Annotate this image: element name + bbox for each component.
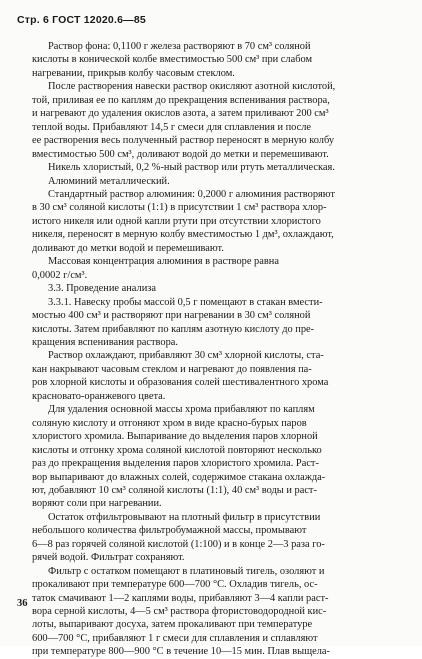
- text-line: кислоты и отгонку хрома соляной кислотой повторяют несколько: [32, 444, 322, 456]
- text-line: ее растворения весь полученный раствор переносят в мерную колбу: [32, 135, 335, 147]
- text-line: никеля, переносят в мерную колбу вместимостью 1 дм³, охлаждают,: [32, 229, 334, 241]
- text-line: кращения вспенивания раствора.: [32, 336, 178, 348]
- text-line: хлористого хромила. Выпаривание до выделения паров хлорной: [32, 431, 318, 443]
- text-line: теплой воды. Прибавляют 14,5 г смеси для сплавления и после: [32, 121, 312, 133]
- text-line: мостью 400 см³ и растворяют при нагревании в 30 см³ соляной: [32, 310, 311, 322]
- text-line: воряют соли при нагревании.: [32, 498, 162, 510]
- text-line: таток смачивают 1—2 каплями воды, прибавляют 3—4 капли раст-: [32, 592, 329, 604]
- page-header: Стр. 6 ГОСТ 12020.6—85: [17, 14, 146, 26]
- text-line: в 30 см³ соляной кислоты (1:1) в присутствии 1 см³ раствора хлор-: [32, 202, 327, 214]
- text-line: ют, добавляют 10 см³ соляной кислоты (1:1), 40 см³ воды и раст-: [32, 484, 317, 496]
- text-line: Раствор фона: 0,1100 г железа растворяют в 70 см³ соляной: [48, 41, 311, 52]
- text-line: истого никеля или одной капли ртути при отсутствии хлористого: [32, 215, 321, 227]
- text-line: кан накрывают часовым стеклом и нагревают до появления па-: [32, 363, 312, 375]
- text-line: Для удаления основной массы хрома прибавляют по каплям: [48, 404, 315, 416]
- text-line: и нагревают до удаления окислов азота, а затем приливают 200 см³: [32, 108, 329, 120]
- text-line: Никель хлористый, 0,2 %-ный раствор или ртуть металлическая.: [48, 162, 335, 174]
- text-line: красновато-оранжевого цвета.: [32, 390, 166, 402]
- text-line: той, приливая ее по каплям до прекращения вспенивания раствора,: [32, 94, 330, 106]
- text-line: Массовая концентрация алюминия в растворе равна: [48, 256, 279, 268]
- text-line: 3.3. Проведение анализа: [48, 283, 156, 295]
- text-line: рячей водой. Фильтрат сохраняют.: [32, 552, 185, 564]
- text-line: прокаливают при температуре 600—700 °С. Охладив тигель, ос-: [32, 579, 318, 591]
- text-line: вор выпаривают до влажных солей, содержимое стакана охлажда-: [32, 471, 326, 483]
- text-line: кислоты. Затем прибавляют по каплям азотную кислоту до пре-: [32, 323, 315, 335]
- text-line: кислоты в конической колбе вместимостью 500 см³ при слабом: [32, 54, 313, 66]
- text-line: Алюминий металлический.: [48, 175, 170, 187]
- text-line: раз до прекращения выделения паров хлористого хромила. Раст-: [32, 458, 319, 470]
- text-line: 0,0002 г/см³.: [32, 269, 88, 281]
- text-line: Остаток отфильтровывают на плотный фильтр в присутствии: [48, 511, 321, 523]
- text-line: 600—700 °С, прибавляют 1 г смеси для сплавления и сплавляют: [32, 632, 318, 644]
- text-line: Стандартный раствор алюминия: 0,2000 г алюминия растворяют: [48, 188, 335, 200]
- text-line: нагревании, прикрыв колбу часовым стеклом.: [32, 67, 235, 79]
- text-line: Фильтр с остатком помещают в платиновый тигель, озоляют и: [48, 565, 325, 577]
- body-text: [32, 40, 400, 659]
- text-line: 6—8 раз горячей соляной кислотой (1:100) и в конце 2—3 раза го-: [32, 538, 325, 550]
- page-number: 36: [17, 598, 28, 609]
- text-line: при температуре 800—900 °С в течение 10—15 мин. Плав выщела-: [32, 646, 330, 658]
- text-line: доливают до метки водой и перемешивают.: [32, 242, 224, 254]
- text-line: 3.3.1. Навеску пробы массой 0,5 г помещают в стакан вмести-: [48, 296, 323, 308]
- text-line: небольшого количества фильтробумажной массы, промывают: [32, 525, 307, 537]
- text-line: После растворения навески раствор окисляют азотной кислотой,: [48, 81, 336, 93]
- text-line: соляную кислоту и отгоняют хром в виде красно-бурых паров: [32, 417, 307, 429]
- text-line: вора серной кислоты, 4—5 см³ раствора фтористоводородной кис-: [32, 606, 327, 618]
- text-line: лоты, выпаривают досуха, затем прокаливают при температуре: [32, 619, 313, 631]
- text-line: ров хлорной кислоты и образования солей шестивалентного хрома: [32, 377, 329, 389]
- text-line: вместимостью 500 см³, доливают водой до метки и перемешивают.: [32, 148, 329, 160]
- text-line: Раствор охлаждают, прибавляют 30 см³ хлорной кислоты, ста-: [48, 350, 324, 362]
